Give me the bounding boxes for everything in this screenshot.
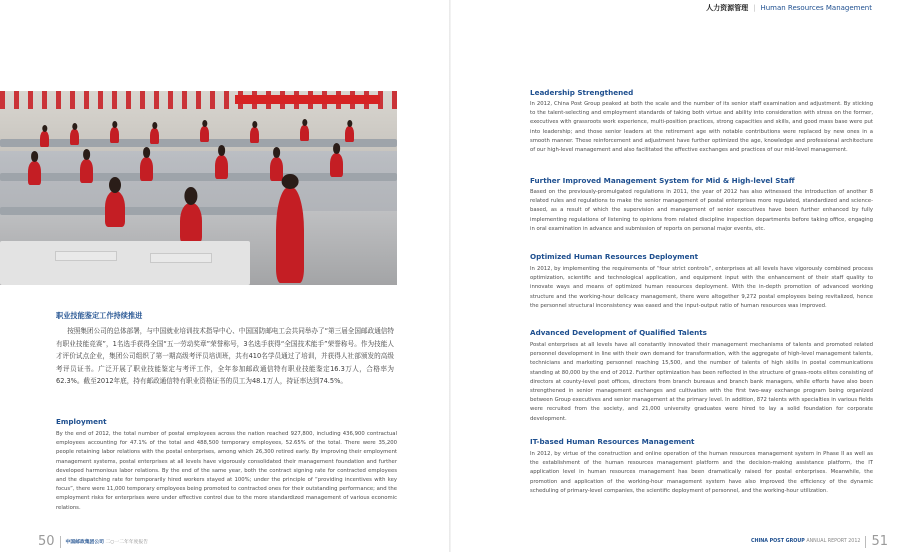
photo-figure: [80, 159, 93, 183]
photo-figure: [250, 127, 259, 143]
page-number-right: 51: [871, 534, 888, 549]
footer-separator: [60, 536, 61, 548]
section-title-skill-appraisal: 职业技能鉴定工作持续推进: [56, 311, 143, 320]
photo-figure: [300, 125, 309, 141]
photo-figure: [110, 127, 119, 143]
running-header: [706, 3, 872, 13]
photo-figure: [215, 155, 228, 179]
footer-brand-zh: 中国邮政集团公司: [65, 540, 104, 545]
photo-figure: [150, 128, 159, 144]
footer-right: [751, 534, 888, 549]
photo-keyboard: [150, 253, 212, 263]
section-text-it-hr: In 2012, by virtue of the construction and online operation of the human resources management system in Phase II as well as the establishment of the human resources management platform and the decision-making assistance platform, the IT application level in human resources management has been dramatically raised for postal enterprises. Meanwhile, the promotion and application of the working-hour management system have also improved the efficiency of the dynamic scheduling of primary-level companies, the scientific deployment of personnel, and the working-hour utilization.: [530, 451, 873, 494]
section-text-hr-deployment: In 2012, by implementing the requirements of “four strict controls”, enterprises at all levels have vigorously combined process optimization, scientific and technological application, and equipment input with the enhancement of their staff quality to innovate ways and means of optimized human resources deployment. With the in-depth promotion of advanced working structure and the working-hour delicacy management, there were altogether 9,272 postal employees being revitalized, hence the personnel structural inconsistency was eased and the input-output ratio of human resources was improved.: [530, 266, 873, 309]
footer-report-en: ANNUAL REPORT 2012: [806, 539, 861, 544]
footer-brand-en: CHINA POST GROUP: [750, 539, 805, 544]
page-spine: [449, 0, 451, 552]
photo-figure: [140, 157, 153, 181]
photo-keyboard: [55, 251, 117, 261]
footer-left: [38, 534, 148, 549]
photo-desk-row: [0, 207, 300, 215]
header-separator: |: [753, 4, 756, 12]
section-text-talents: Postal enterprises at all levels have all constantly innovated their management mechanisms of talents and promoted related personnel development in line with their own demand for transformation, with the aggregate of high-level management talents, technicians and marketing personnel reaching 15,500, and the number of talents of high skills in postal communications standing at 80,000 by the end of 2012. Further optimization has been reflected in the structure of grass-roots elites consisting of directors at county-level post offices, directors from branch bureaus and branch bank managers, while efforts have also been strengthened in senior management exchanges and cultivation with the first two-way exchange program being organized between Group executives and senior management at the primary level. In addition, 872 talents with specialties in various fields were recruited from the society, and 21,000 university graduates were hired to lay a solid foundation for corporate development.: [530, 342, 873, 422]
section-text-employment: By the end of 2012, the total number of postal employees across the nation reached 927,800, including 436,900 contractual employees accounting for 47.1% of the total and 488,500 temporary employees, 52.65% of the total. There were 35,200 people retaining labor relations with the postal enterprises, among which 26,300 retired early. By improving their employment management systems, postal enterprises at all levels have vigorously consolidated their management foundation and further developed harmonious labor relations. By the end of the same year, both the contract signing rate for contracted employees and the dispatching rate for temporarily hired workers stayed at 100%; under the principle of “providing incentives with key focus”, there were 11,000 temporary employees being promoted to contracted ones for their outstanding performance; and the employment risks for enterprises were under effective control due to the more standardized management of various economic relations.: [56, 431, 397, 511]
footer-title-left: [66, 538, 148, 545]
section-title-talents: Advanced Development of Qualified Talents: [530, 328, 707, 337]
photo-banner: [235, 95, 380, 104]
photo-figure: [70, 129, 79, 145]
section-text-skill-appraisal: 按照集团公司的总体部署，与中国就业培训技术指导中心、中国国防邮电工会共同举办了“第三届全国邮政通信特有职业技能竞赛”，1名选手获得全国“五一劳动奖章”荣誉称号，3名选手获得“全国技术能手”荣誉称号。作为技能人才评价试点企业，集团公司组织了第一期高级考评员培训班，共有410名学员通过了培训，并获得人社部颁发的高级考评员证书。广泛开展了职业技能鉴定与考评工作，全年参加邮政通信特有职业技能鉴定16.3万人，合格率为62.3%。截至2012年底，持有邮政通信特有职业资格证书的员工为48.1万人，持证率达到74.5%。: [56, 327, 394, 386]
section-title-it-hr: IT-based Human Resources Management: [530, 437, 695, 446]
photo-figure: [28, 161, 41, 185]
section-text-leadership: In 2012, China Post Group peaked at both the scale and the number of its senior staff examination and adjustment. By sticking to the talent-selecting and employment standards of taking both virtue and ability into consideration with stress on the former, executives with grassroots work experience, multi-position practices, strong capacities and skills, and good mass base were put into leadership; and those senior leaders at the retirement age with notable contributions were replaced by new ones in a smooth manner. These reinforcement and adjustment have further optimized the age, knowledge and professional architecture of our high-level management and also facilitated the effective exchanges and practices of our mid-level management.: [530, 101, 873, 154]
photo-figure: [330, 153, 343, 177]
header-zh: 人力资源管理: [706, 4, 749, 12]
photo-figure: [180, 203, 202, 243]
section-text-management-system: Based on the previously-promulgated regulations in 2011, the year of 2012 has also witnessed the introduction of another 8 related rules and regulations to make the senior management of postal enterprises more regulated, standardized and science-based, as a result of which the supervision and management of senior executives have been further enhanced by fully implementing regulations of listening to opinions from related discipline inspection departments before taking office, engaging in oral examination in advance and submission of reports on personal major events, etc.: [530, 189, 873, 232]
section-title-employment: Employment: [56, 417, 107, 426]
photo-figure: [40, 131, 49, 147]
photo-figure: [270, 157, 283, 181]
photo-figure: [200, 126, 209, 142]
page-number-left: 50: [38, 534, 55, 549]
photo-figure-foreground: [276, 187, 304, 283]
photo-figure: [345, 126, 354, 142]
header-en: Human Resources Management: [760, 4, 872, 12]
section-title-management-system: Further Improved Management System for Mid & High-level Staff: [530, 176, 795, 185]
section-title-hr-deployment: Optimized Human Resources Deployment: [530, 252, 699, 261]
competition-photo: [0, 91, 397, 285]
photo-front-desk: [0, 241, 250, 285]
footer-title-right: [751, 539, 861, 544]
footer-report-zh: 二○一二年年度报告: [105, 540, 149, 545]
footer-separator: [865, 536, 866, 548]
photo-figure: [105, 191, 125, 227]
section-title-leadership: Leadership Strengthened: [530, 88, 634, 97]
